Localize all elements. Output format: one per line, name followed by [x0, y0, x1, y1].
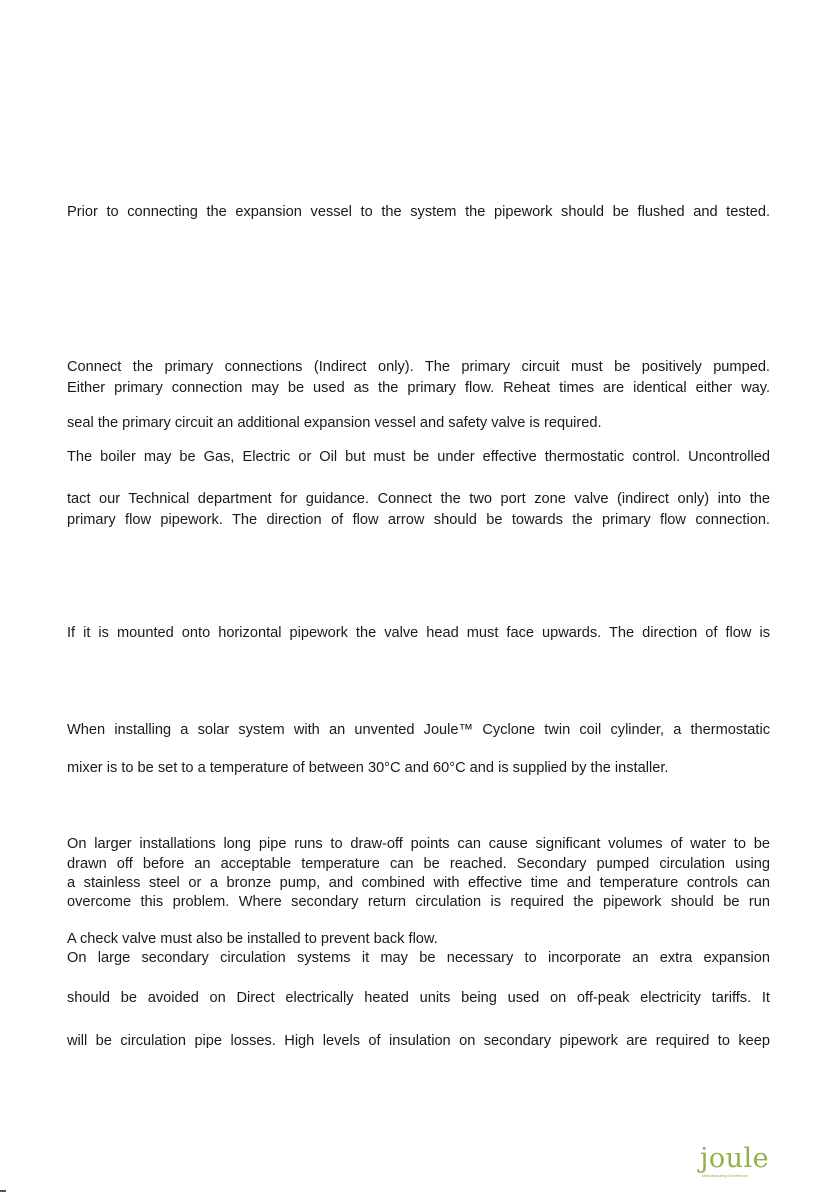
text-line: primary flow pipework. The direction of flow arrow should be towards the primary flow connection. [67, 511, 770, 528]
text-line: mixer is to be set to a temperature of between 30°C and 60°C and is supplied by the installer. [67, 759, 669, 776]
text-line: If it is mounted onto horizontal pipework the valve head must face upwards. The direction of flow is [67, 624, 770, 641]
text-line: The boiler may be Gas, Electric or Oil but must be under effective thermostatic control. Uncontrolled [67, 448, 770, 465]
text-line: On large secondary circulation systems it may be necessary to incorporate an extra expansion [67, 949, 770, 966]
text-line: will be circulation pipe losses. High levels of insulation on secondary pipework are required to keep [67, 1032, 770, 1049]
text-line: seal the primary circuit an additional expansion vessel and safety valve is required. [67, 414, 602, 431]
joule-logo [700, 1144, 772, 1184]
text-line: drawn off before an acceptable temperature can be reached. Secondary pumped circulation using [67, 855, 770, 872]
text-line: tact our Technical department for guidance. Connect the two port zone valve (indirect only) into the [67, 490, 770, 507]
text-line: a stainless steel or a bronze pump, and combined with effective time and temperature controls can [67, 874, 770, 891]
logo-tagline: Manufacturing Excellence [702, 1173, 748, 1178]
text-line: Prior to connecting the expansion vessel to the system the pipework should be flushed and tested. [67, 203, 770, 220]
logo-wordmark: joule [700, 1143, 770, 1174]
text-line: should be avoided on Direct electrically heated units being used on off-peak electricity tariffs. It [67, 989, 770, 1006]
text-line: When installing a solar system with an unvented Joule™ Cyclone twin coil cylinder, a thermostatic [67, 721, 770, 738]
text-line: A check valve must also be installed to prevent back flow. [67, 930, 438, 947]
text-line: On larger installations long pipe runs to draw-off points can cause significant volumes of water to be [67, 835, 770, 852]
text-line: Either primary connection may be used as the primary flow. Reheat times are identical either way. [67, 379, 770, 396]
text-line: overcome this problem. Where secondary return circulation is required the pipework should be run [67, 893, 770, 910]
text-line: Connect the primary connections (Indirect only). The primary circuit must be positively pumped. [67, 358, 770, 375]
